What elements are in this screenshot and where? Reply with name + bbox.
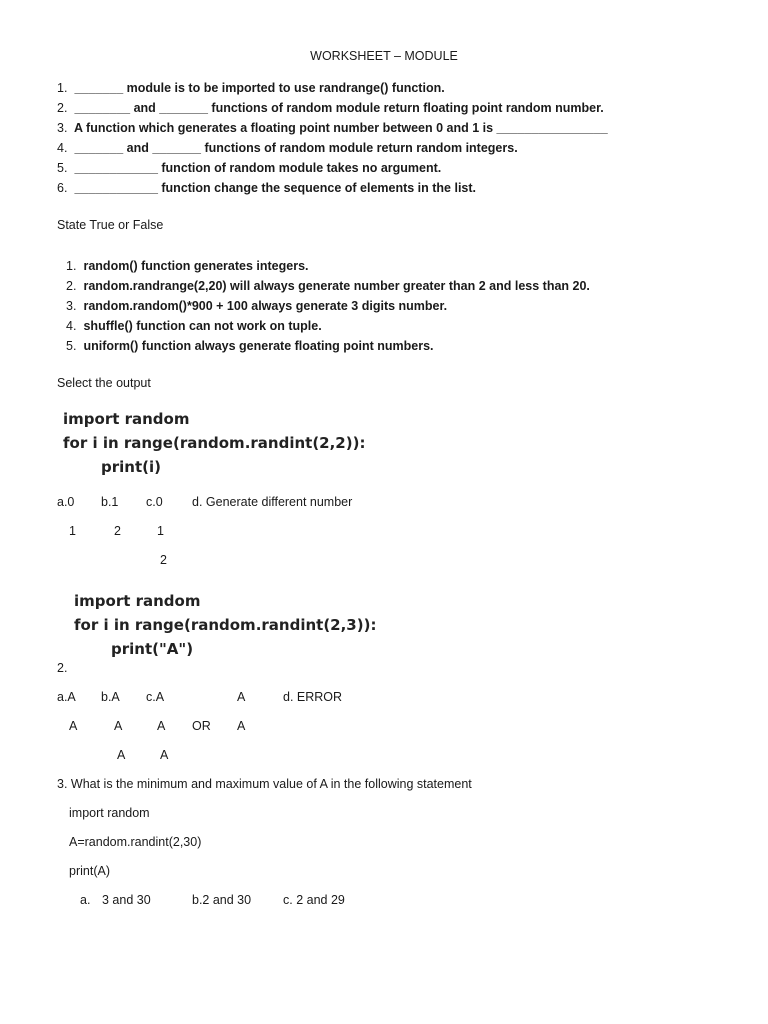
q2-option-b-line3: A <box>117 748 126 762</box>
tf-item-3 <box>66 300 447 313</box>
q3-option-a: 3 and 30 <box>102 893 151 907</box>
q3-code-line-3: print(A) <box>69 864 110 878</box>
fill-blank-2 <box>57 102 604 115</box>
item-number: 4. <box>66 319 77 333</box>
q2-code-line-2: for i in range(random.randint(2,3)): <box>74 616 377 634</box>
q3-option-b: b.2 and 30 <box>192 893 252 907</box>
fill-blank-3 <box>57 122 608 135</box>
q1-option-a: a.0 <box>57 495 75 509</box>
item-text: ________ and _______ functions of random module return floating point random number. <box>74 101 604 115</box>
fill-blank-4 <box>57 142 518 155</box>
item-text: shuffle() function can not work on tuple. <box>83 319 322 333</box>
q1-option-c: c.0 <box>146 495 163 509</box>
q2-or-label: OR <box>192 719 211 733</box>
item-number: 3. <box>57 121 68 135</box>
q1-code-line-2: for i in range(random.randint(2,2)): <box>63 434 366 452</box>
q1-option-c-line3: 2 <box>160 553 167 567</box>
item-text: random.random()*900 + 100 always generate 3 digits number. <box>83 299 448 313</box>
q2-code-line-1: import random <box>74 592 201 610</box>
item-text: _______ and _______ functions of random module return random integers. <box>74 141 518 155</box>
q2-code-line-3: print("A") <box>111 640 194 658</box>
fill-blank-1 <box>57 82 445 95</box>
item-number: 2. <box>66 279 77 293</box>
fill-blank-6 <box>57 182 476 195</box>
item-number: 1. <box>66 259 77 273</box>
q3-option-a-marker: a. <box>80 893 91 907</box>
q3-code-line-1: import random <box>69 806 150 820</box>
tf-item-2 <box>66 280 590 293</box>
item-text: ____________ function of random module takes no argument. <box>74 161 442 175</box>
q3-question: 3. What is the minimum and maximum value of A in the following statement <box>57 777 472 791</box>
q2-option-c-alt-line2: A <box>237 719 246 733</box>
q1-option-b: b.1 <box>101 495 119 509</box>
q1-option-b-line2: 2 <box>114 524 121 538</box>
worksheet-title: WORKSHEET – MODULE <box>310 49 458 63</box>
item-number: 3. <box>66 299 77 313</box>
q2-option-b: b.A <box>101 690 120 704</box>
fill-blank-5 <box>57 162 441 175</box>
true-false-heading: State True or False <box>57 218 164 232</box>
item-text: uniform() function always generate floating point numbers. <box>83 339 434 353</box>
item-number: 2. <box>57 101 68 115</box>
q3-option-c: c. 2 and 29 <box>283 893 345 907</box>
item-text: _______ module is to be imported to use randrange() function. <box>74 81 445 95</box>
item-text: ____________ function change the sequence of elements in the list. <box>74 181 477 195</box>
q2-option-c-line2: A <box>157 719 166 733</box>
select-output-heading: Select the output <box>57 376 151 390</box>
item-number: 4. <box>57 141 68 155</box>
item-number: 5. <box>57 161 68 175</box>
tf-item-1 <box>66 260 309 273</box>
q2-option-a: a.A <box>57 690 76 704</box>
q1-option-a-line2: 1 <box>69 524 76 538</box>
item-number: 6. <box>57 181 68 195</box>
q2-number: 2. <box>57 661 68 675</box>
q1-option-d: d. Generate different number <box>192 495 353 509</box>
q2-option-c: c.A <box>146 690 165 704</box>
item-number: 1. <box>57 81 68 95</box>
q2-option-c-line3: A <box>160 748 169 762</box>
q3-code-line-2: A=random.randint(2,30) <box>69 835 202 849</box>
q1-option-c-line2: 1 <box>157 524 164 538</box>
q2-option-d: d. ERROR <box>283 690 343 704</box>
item-number: 5. <box>66 339 77 353</box>
q1-code-line-3: print(i) <box>101 458 161 476</box>
q2-option-b-line2: A <box>114 719 123 733</box>
item-text: random() function generates integers. <box>83 259 309 273</box>
tf-item-4 <box>66 320 322 333</box>
item-text: random.randrange(2,20) will always generate number greater than 2 and less than 20. <box>83 279 590 293</box>
q2-option-a-line2: A <box>69 719 78 733</box>
tf-item-5 <box>66 340 434 353</box>
q2-option-c-alt: A <box>237 690 246 704</box>
q1-code-line-1: import random <box>63 410 190 428</box>
item-text: A function which generates a floating point number between 0 and 1 is ________________ <box>74 121 608 135</box>
